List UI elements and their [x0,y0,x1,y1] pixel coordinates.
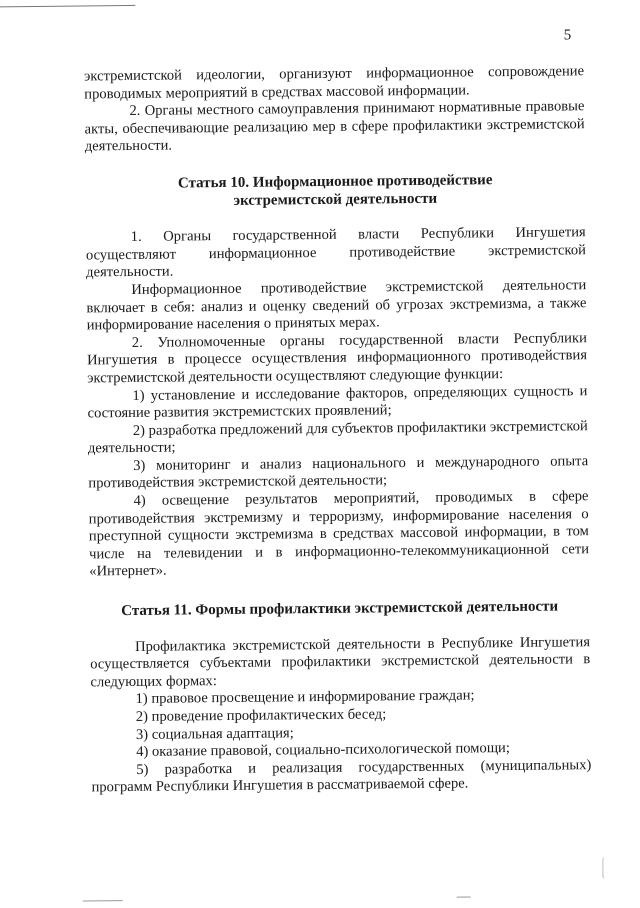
form-item-5: 5) разработка и реализация государственных (муниципальных) программ Республики Ингушетия в рассматриваемой сфере. [91,756,592,796]
scan-margin-mark [602,857,609,879]
function-item-4: 4) освещение результатов мероприятий, проводимых в сфере противодействия экстремизму и терроризму, информирование населения о преступной сущности экстремизма в средствах массовой информации, в том числе на телевидении и в информационно-телекоммуникационной сети «Интернет». [88,488,590,580]
scan-bottom-tick-right [457,896,471,897]
form-item-4: 4) оказание правовой, социально-психологической помощи; [136,740,510,761]
article-10-title-line1: Статья 10. Информационное противодействие [177,172,493,192]
page-number: 5 [563,27,572,44]
scan-artifact-line [0,5,135,7]
function-item-3: 3) мониторинг и анализ национального и международного опыта противодействия экстремистской деятельности; [88,453,589,492]
article-10-paragraph-2: Информационное противодействие экстремистской деятельности включает в себя: анализ и оценку сведений об угрозах экстремизма, а также информирование населения о принятых мерах. [86,277,587,334]
function-item-2: 2) разработка предложений для субъектов профилактики экстремистской деятельности; [87,417,588,457]
form-item-3: 3) социальная адаптация; [135,724,294,743]
article-10-title-line2: экстремистской деятельности [233,190,438,209]
scan-bottom-tick-left [83,900,123,901]
article-10-paragraph-3: 2. Уполномоченные органы государственной власти Республики Ингушетия в процессе осуществления информационного противодействия экстремистской деятельности осуществляют следующие функции: [86,329,588,387]
article-10-heading [85,171,585,211]
paragraph-continuation: экстремистской идеологии, организуют информационное сопровождение проводимых мероприятий в средствах массовой информации. [83,63,585,103]
article-11-intro: Профилактика экстремистской деятельности в Республике Ингушетия осуществляется субъектами профилактики экстремистской деятельности в следующих формах: [90,633,591,691]
form-item-2: 2) проведение профилактических бесед; [135,706,387,725]
form-item-1: 1) правовое просвещение и информирование граждан; [135,687,475,708]
paragraph-local-government: 2. Органы местного самоуправления принимают нормативные правовые акты, обеспечивающие реализацию мер в сфере профилактики экстремистской деятельности. [84,98,585,155]
function-item-1: 1) установление и исследование факторов, определяющих сущность и состояние развития экстремистских проявлений; [87,382,588,422]
document-body [84,63,592,797]
article-11-heading: Статья 11. Формы профилактики экстремистской деятельности [121,598,559,620]
article-10-paragraph-1: 1. Органы государственной власти Республики Ингушетия осуществляют информационное противодействие экстремистской деятельности. [85,224,587,281]
